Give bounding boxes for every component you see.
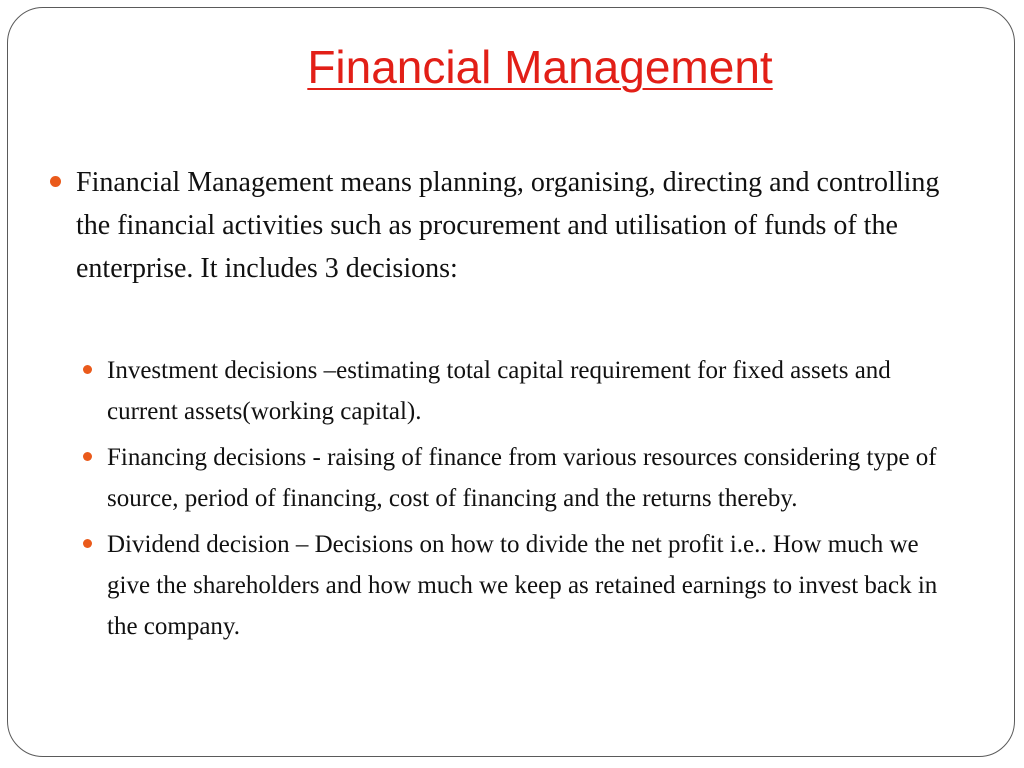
sub-bullet-financing	[107, 437, 967, 519]
sub-bullet-text: Financing decisions - raising of finance from various resources considering type of source, period of financing, cost of financing and the returns thereby.	[107, 444, 937, 512]
sub-bullet-investment	[107, 350, 967, 432]
slide-title: Financial Management	[307, 41, 773, 93]
bullet-dot-icon	[83, 539, 92, 548]
sub-bullet-list	[107, 350, 967, 652]
main-bullet-text: Financial Management means planning, organising, directing and controlling the financial activities such as procurement and utilisation of funds of the enterprise. It includes 3 decisions:	[76, 167, 940, 284]
bullet-dot-icon	[50, 176, 61, 187]
sub-bullet-text: Investment decisions –estimating total capital requirement for fixed assets and current assets(working capital).	[107, 357, 891, 425]
bullet-dot-icon	[83, 452, 92, 461]
bullet-dot-icon	[83, 365, 92, 374]
sub-bullet-dividend	[107, 524, 967, 647]
sub-bullet-text: Dividend decision – Decisions on how to divide the net profit i.e.. How much we give the shareholders and how much we keep as retained earnings to invest back in the company.	[107, 531, 938, 640]
